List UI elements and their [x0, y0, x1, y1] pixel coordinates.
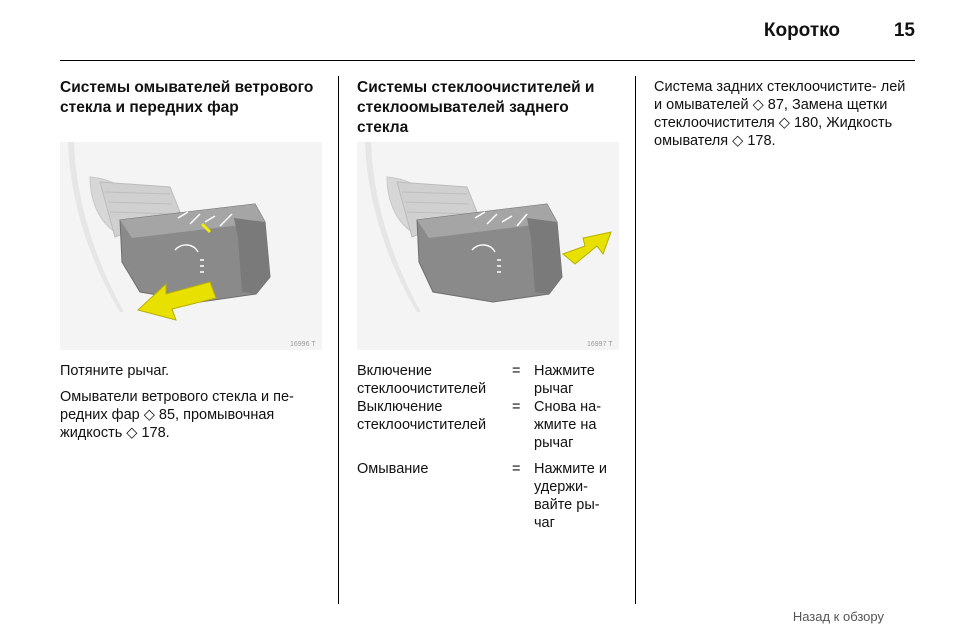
table-cell-equals: = — [512, 399, 521, 415]
back-to-overview-link[interactable]: Назад к обзору — [792, 609, 884, 624]
table-cell-action: Выключение стеклоочистителей — [357, 399, 487, 433]
stalk-pull-illustration — [60, 142, 322, 350]
figure-stalk-push — [357, 142, 619, 350]
table-row — [357, 398, 619, 452]
page-number: 15 — [893, 20, 915, 41]
column-front-washers — [60, 78, 322, 441]
table-cell-result: Снова на- жмите на рычаг — [534, 399, 602, 451]
table-cell-action: Омывание — [357, 461, 429, 477]
table-cell-result: Нажмите и удержи- вайте ры- чаг — [534, 461, 607, 531]
paragraph-rear-refs: Система задних стеклоочистите- лей и омывателей ◇ 87, Замена щетки стеклоочистителя ◇ 180, Жидкость омывателя ◇ 178. — [654, 79, 906, 149]
paragraph-front-washers-refs: Омыватели ветрового стекла и пе- редних фар ◇ 85, промывочная жидкость ◇ 178. — [60, 389, 294, 441]
stalk-push-illustration — [357, 142, 619, 350]
paragraph-pull-lever: Потяните рычаг. — [60, 363, 169, 379]
table-cell-equals: = — [512, 363, 521, 379]
page-section-title: Коротко — [763, 20, 840, 41]
table-cell-result: Нажмите рычаг — [534, 363, 595, 397]
table-cell-action: Включение стеклоочистителей — [357, 363, 487, 397]
operations-table — [357, 362, 619, 532]
figure-id-2: 16997 T — [587, 341, 613, 348]
column-rear-refs — [654, 78, 914, 150]
section-heading-front-washers: Системы омывателей ветрового стекла и передних фар — [60, 79, 314, 116]
column-divider-1 — [338, 76, 339, 604]
header-divider — [60, 60, 915, 61]
section-heading-rear-wipers: Системы стеклоочистителей и стеклоомывателей заднего стекла — [357, 79, 595, 136]
figure-id-1: 16996 T — [290, 341, 316, 348]
table-row — [357, 362, 619, 398]
figure-stalk-pull — [60, 142, 322, 350]
table-row — [357, 452, 619, 532]
table-cell-equals: = — [512, 461, 521, 477]
column-rear-wipers — [357, 78, 619, 531]
column-divider-2 — [635, 76, 636, 604]
